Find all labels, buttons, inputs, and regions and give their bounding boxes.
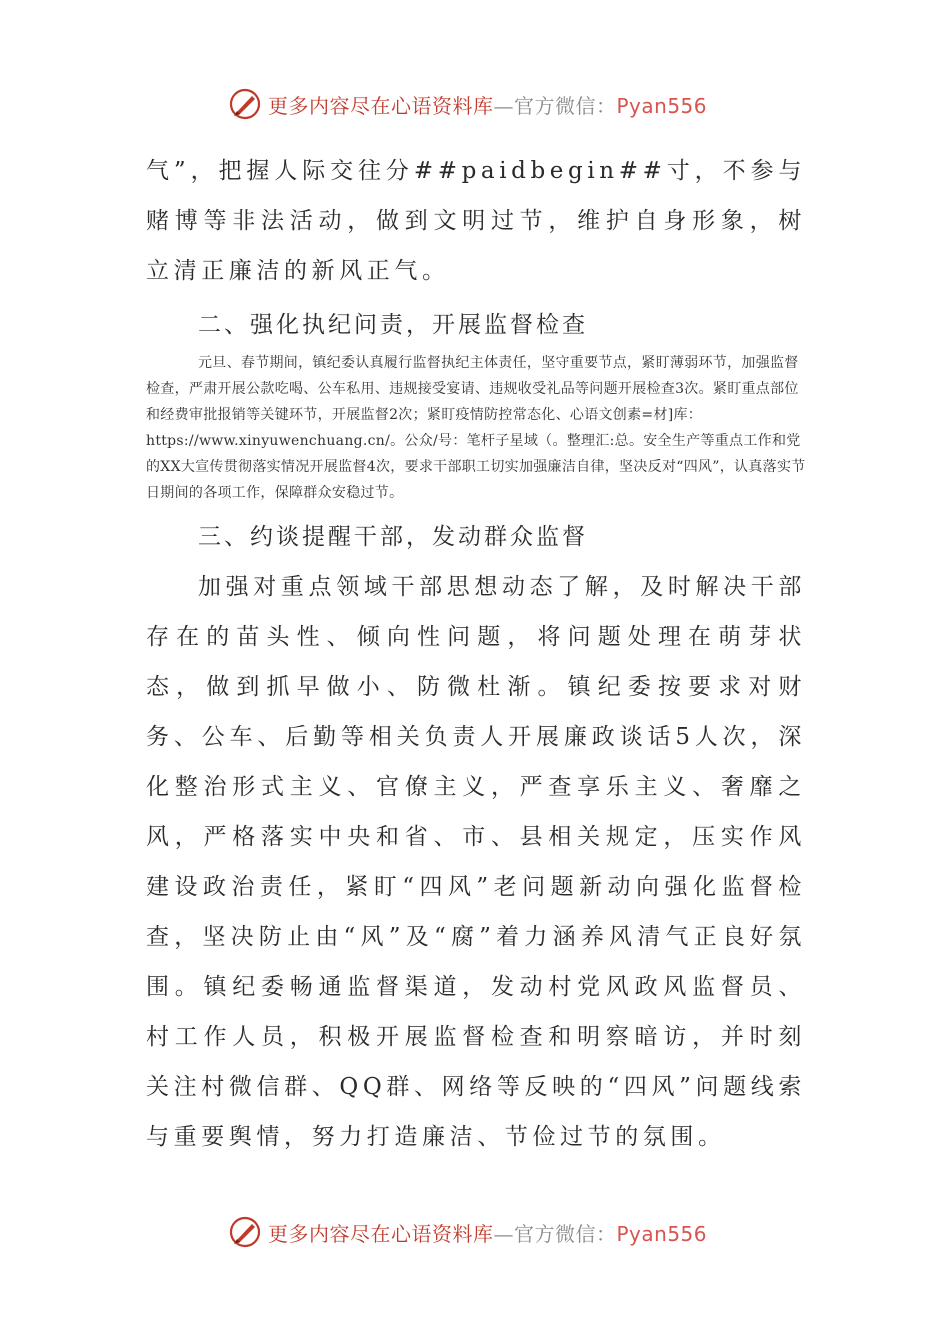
- banner-wechat-id: Pyan556: [616, 1221, 708, 1246]
- banner-sub: 官方微信：: [514, 93, 617, 118]
- header-banner: [228, 84, 748, 124]
- footer-banner: [228, 1212, 748, 1252]
- banner-wechat-id: Pyan556: [616, 93, 708, 118]
- banner-main: 更多内容尽在心语资料库: [268, 93, 494, 118]
- banner-sub: 官方微信：: [514, 1221, 617, 1246]
- banner-dash: —: [493, 1221, 514, 1246]
- paragraph-1: 气”，把握人际交往分##paidbegin##寸，不参与赌博等非法活动，做到文明过节，维护自身形象，树立清正廉洁的新风正气。: [146, 158, 806, 284]
- banner-main: 更多内容尽在心语资料库: [268, 1221, 494, 1246]
- pen-logo-icon: [228, 87, 262, 121]
- paragraph-2: 元旦、春节期间，镇纪委认真履行监督执纪主体责任，坚守重要节点，紧盯薄弱环节，加强监督检查，严肃开展公款吃喝、公车私用、违规接受宴请、违规收受礼品等问题开展检查3次。紧盯重点部位和经费审批报销等关键环节，开展监督2次；紧盯疫情防控常态化、心语文创素=材]库：https://www.xinyuwenchuang.cn/。公众/号：笔杆子星域（。整理汇:总。安全生产等重点工作和党的XX大宣传贯彻落实情况开展监督4次，要求干部职工切实加强廉洁自律，坚决反对“四风”，认真落实节日期间的各项工作，保障群众安稳过节。: [146, 355, 806, 501]
- banner-text: [268, 1218, 707, 1247]
- paragraph-3: 加强对重点领域干部思想动态了解，及时解决干部存在的苗头性、倾向性问题，将问题处理在萌芽状态，做到抓早做小、防微杜渐。镇纪委按要求对财务、公车、后勤等相关负责人开展廉政谈话5人次，深化整治形式主义、官僚主义，严查享乐主义、奢靡之风，严格落实中央和省、市、县相关规定，压实作风建设政治责任，紧盯“四风”老问题新动向强化监督检查，坚决防止由“风”及“腐”着力涵养风清气正良好氛围。镇纪委畅通监督渠道，发动村党风政风监督员、村工作人员，积极开展监督检查和明察暗访，并时刻关注村微信群、QQ群、网络等反映的“四风”问题线索与重要舆情，努力打造廉洁、节俭过节的氛围。: [146, 574, 806, 1150]
- document-body: [146, 146, 806, 1162]
- section-heading-2: 二、强化执纪问责，开展监督检查: [198, 312, 588, 338]
- section-heading-3: 三、约谈提醒干部，发动群众监督: [198, 524, 588, 550]
- banner-dash: —: [493, 93, 514, 118]
- pen-logo-icon: [228, 1215, 262, 1249]
- banner-text: [268, 90, 707, 119]
